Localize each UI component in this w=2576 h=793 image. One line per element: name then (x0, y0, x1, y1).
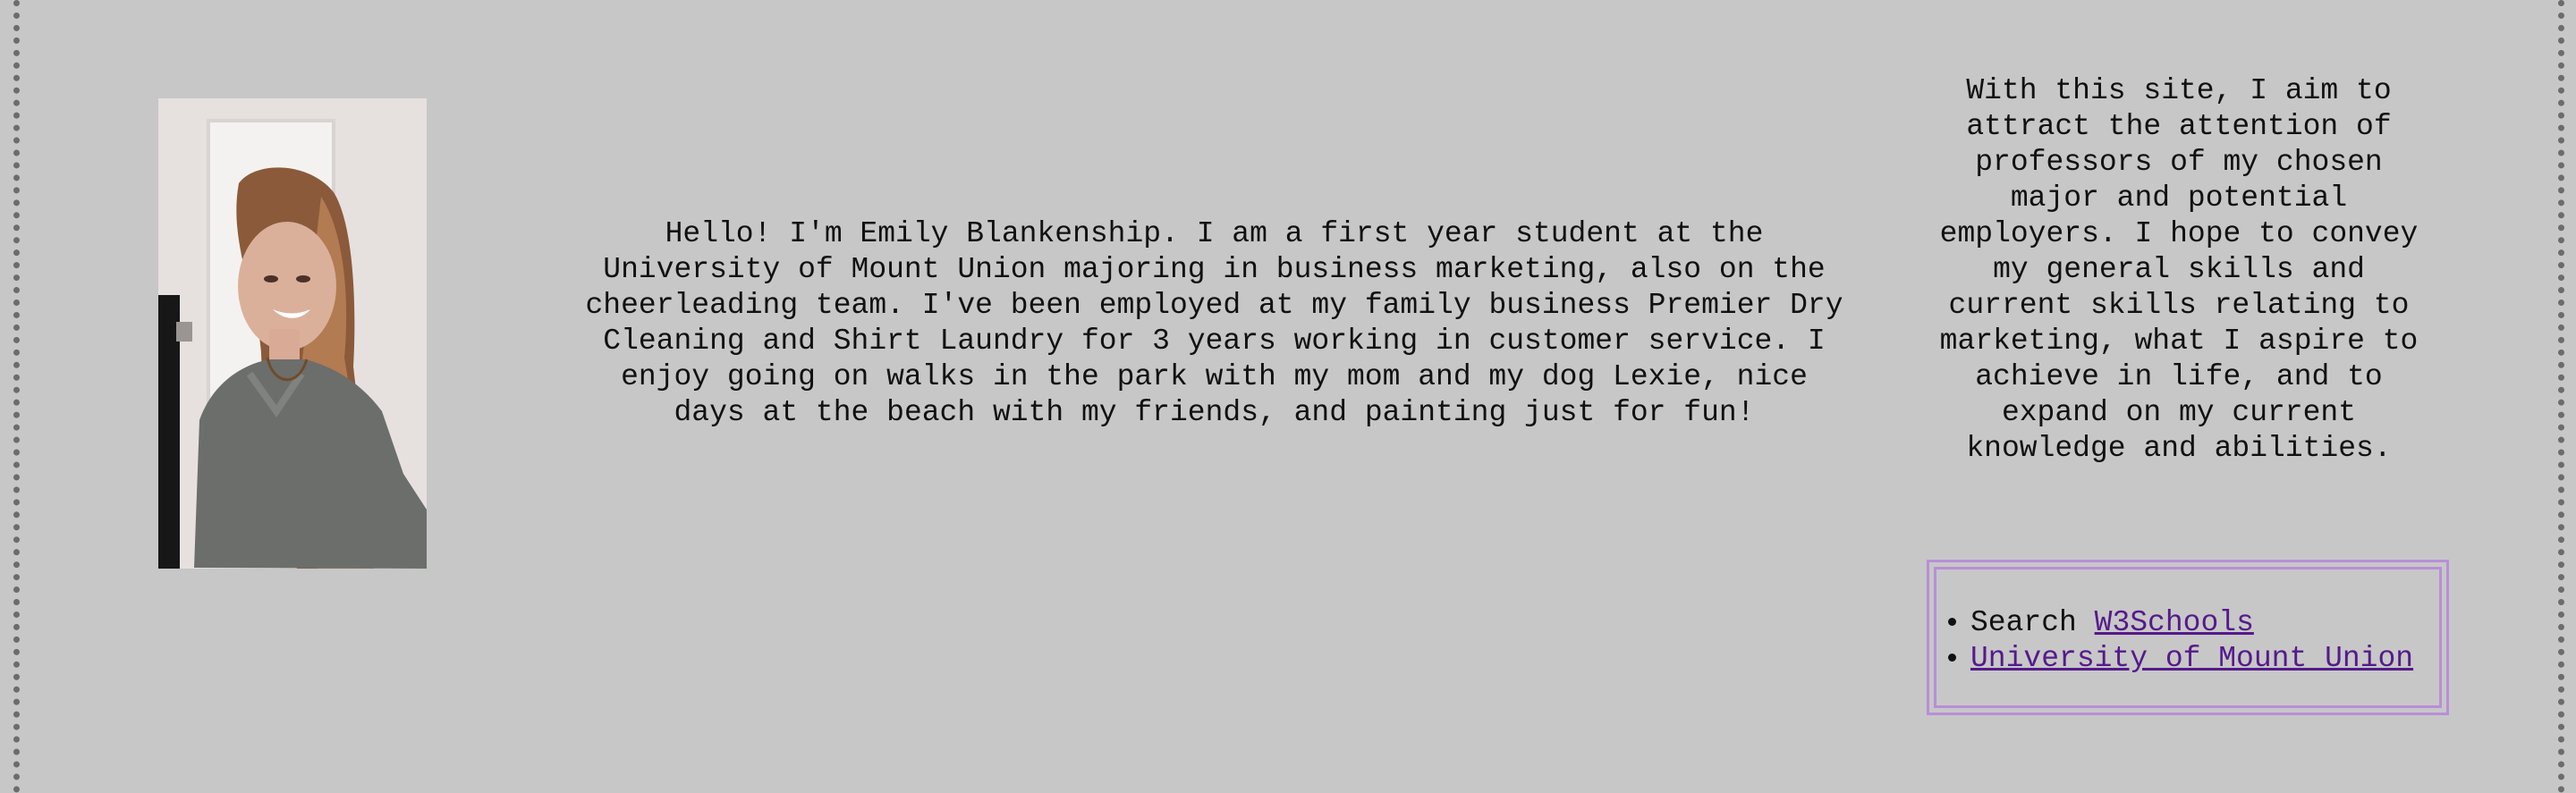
list-item (1970, 641, 2413, 677)
list-item (1970, 605, 2413, 641)
links-box (1927, 560, 2449, 715)
right-dotted-border (2558, 0, 2564, 793)
w3schools-link[interactable]: W3Schools (2094, 606, 2254, 639)
site-purpose-paragraph: With this site, I aim to attract the attention of professors of my chosen major and potential employers. I hope to convey my general skills and current skills relating to marketing, what I aspire to achieve in life, and to expand on my current knowledge and abilities. (1939, 74, 2419, 465)
mount-union-link[interactable]: University of Mount Union (1970, 642, 2414, 675)
left-dotted-border (13, 0, 20, 793)
bio-paragraph: Hello! I'm Emily Blankenship. I am a first year student at the University of Mount Union majoring in business marketing, also on the cheerleading team. I've been employed at my family business Premier Dry Cleaning and Shirt Laundry for 3 years working in customer service. I enjoy going on walks in the park with my mom and my dog Lexie, nice days at the beach with my friends, and painting just for fun! (585, 217, 1843, 429)
profile-photo (158, 98, 427, 569)
search-prefix: Search (1970, 606, 2077, 639)
links-list (1929, 605, 2413, 677)
